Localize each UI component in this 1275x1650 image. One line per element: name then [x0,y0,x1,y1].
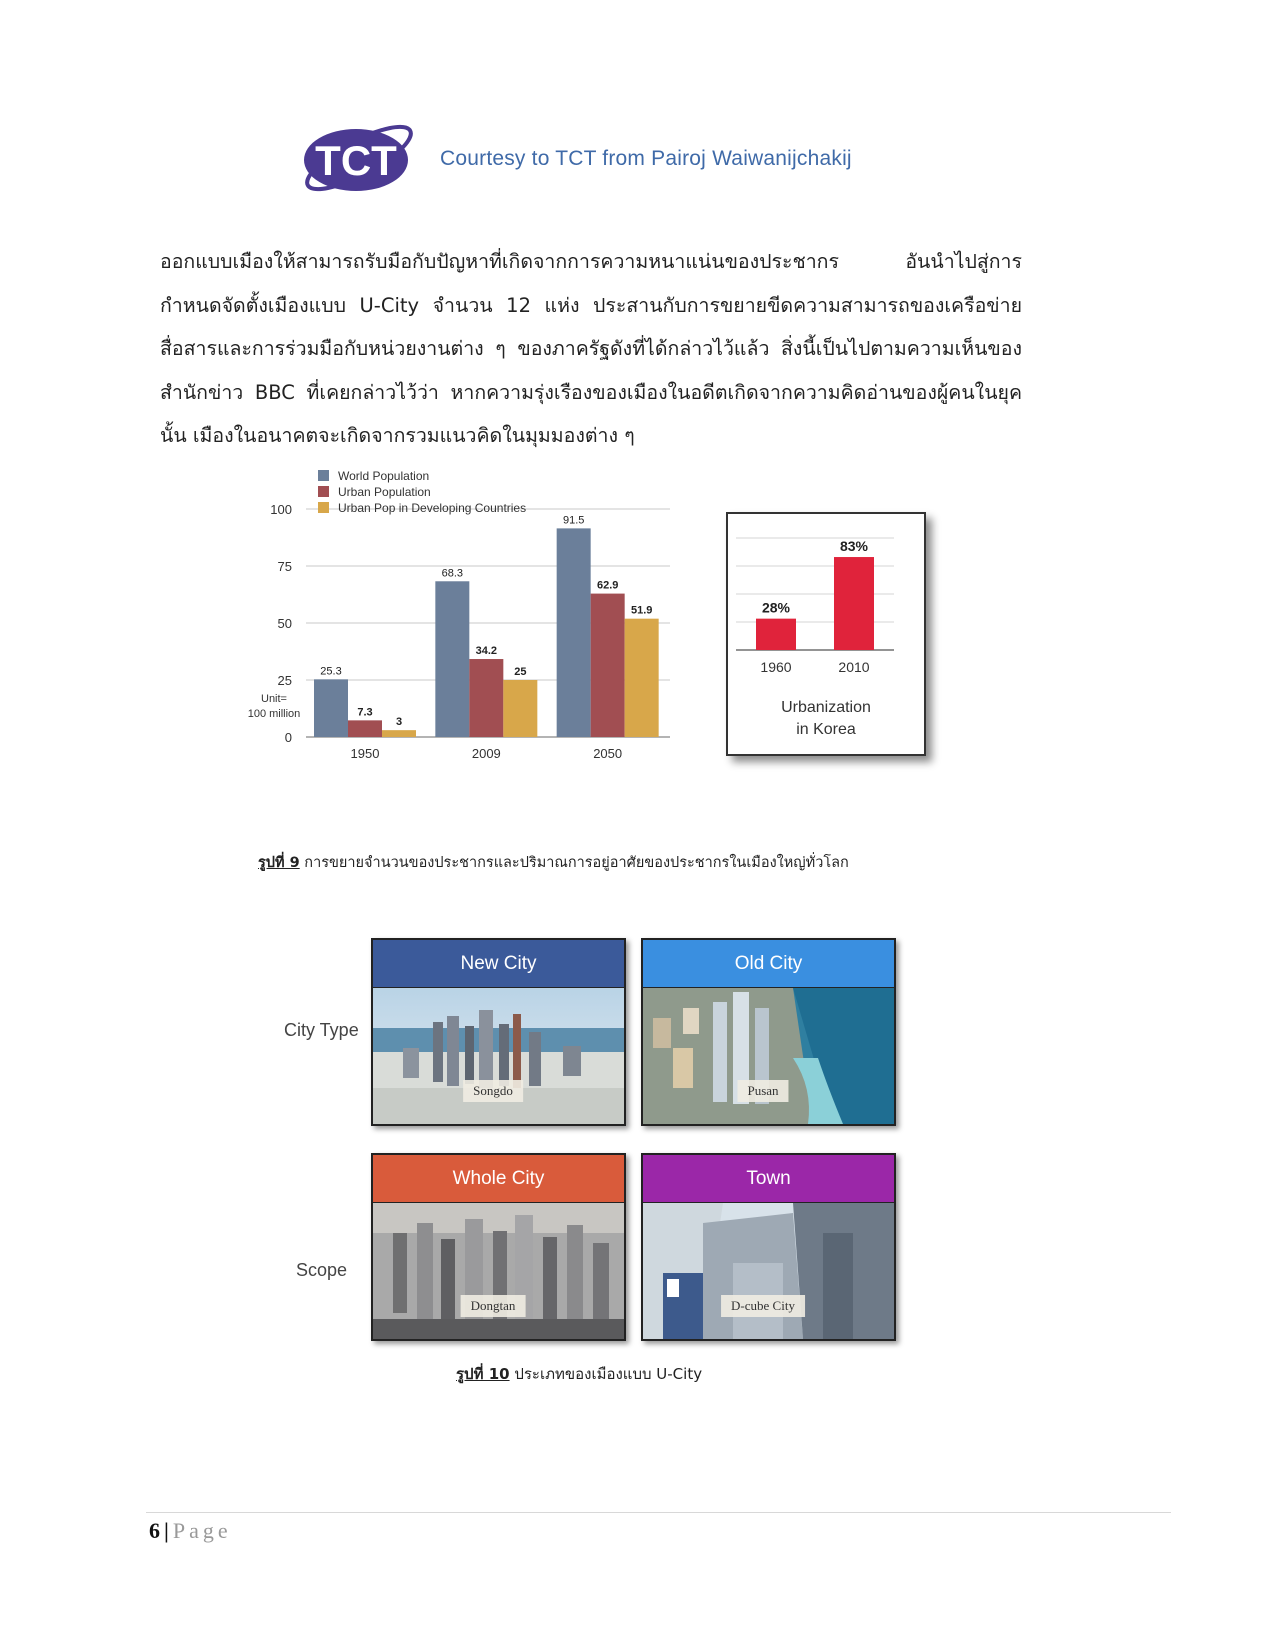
card-new-city [371,938,626,1126]
card-old-city [641,938,896,1126]
card-whole-city [371,1153,626,1341]
dongtan-tag: Dongtan [461,1295,526,1317]
bar-2050-3 [625,619,659,737]
y-tick-label: 25 [277,673,292,688]
y-tick-label: 100 [270,502,292,517]
korea-bar-value: 83% [839,538,869,555]
pusan-tag: Pusan [737,1080,788,1102]
x-tick-label: 1950 [350,746,380,761]
figure-9-label: รูปที่ 9 [258,855,300,871]
korea-urbanization-panel [726,512,926,756]
chart-x-ticks [351,746,623,761]
card-town [641,1153,896,1341]
legend-swatch [318,486,329,497]
korea-x-tick-label: 1960 [760,659,792,675]
bar-value-label: 25.3 [320,665,342,678]
chart-y-unit-line2: 100 million [247,708,301,720]
x-tick-label: 2009 [471,746,501,761]
songdo-photo [373,988,624,1124]
bar-value-label: 7.3 [357,706,373,719]
y-tick-label: 50 [277,616,292,631]
legend-swatch [318,502,329,513]
figure-9-caption [258,851,849,874]
paragraph-text: ออกแบบเมืองให้สามารถรับมือกับปัญหาที่เกิดจากการความหนาแน่นของประชากร อันนำไปสู่การกำหนดจัดตั้งเมืองแบบ U-City จำนวน 12 แห่ง ประสานกับการขยายขีดความสามารถของเครือข่ายสื่อสารและการร่วมมือกับหน่วยงานต่าง ๆ ของภาครัฐดังที่ได้กล่าวไว้แล้ว สิ่งนี้เป็นไปตามความเห็นของสำนักข่าว BBC ที่เคยกล่าวไว้ว่า หากความรุ่งเรืองของเมืองในอดีตเกิดจากความคิดอ่านของผู้คนในยุคนั้น เมืองในอนาคตจะเกิดจากรวมแนวคิดในมุมมองต่าง ๆ [160,250,1022,447]
bar-2050-1 [557,528,591,737]
korea-x-tick-label: 2010 [838,659,870,675]
card-whole-city-title: Whole City [373,1155,624,1203]
bar-value-label: 68.3 [441,567,464,580]
bar-1950-1 [314,679,348,737]
korea-bar-2010 [834,557,874,650]
chart-y-unit-line1: Unit= [261,693,287,705]
courtesy-line: Courtesy to TCT from Pairoj Waiwanijchakij [440,147,852,170]
chart-bars [314,514,659,737]
row-label-scope: Scope [296,1260,348,1280]
row-label-city-type: City Type [284,1020,359,1040]
figure-10-text: ประเภทของเมืองแบบ U-City [509,1365,703,1383]
korea-bar-value: 28% [761,599,791,616]
page-footer [149,1518,232,1544]
body-paragraph [160,240,1022,458]
legend-entry: Urban Population [338,485,431,499]
footer-divider [146,1512,1171,1513]
chart-legend [318,469,526,515]
page-number: 6 [149,1518,160,1543]
figure-9-text: การขยายจำนวนของประชากรและปริมาณการอยู่อาศัยของประชากรในเมืองใหญ่ทั่วโลก [299,855,849,871]
korea-bar-1960 [756,619,796,650]
card-town-title: Town [643,1155,894,1203]
bar-value-label: 3 [395,716,403,729]
dcube-city-tag: D-cube City [721,1295,805,1317]
logo-text: TCT [315,137,397,184]
footer-separator: | [164,1518,169,1543]
dcube-city-photo [643,1203,894,1339]
legend-swatch [318,470,329,481]
y-tick-label: 0 [284,730,292,745]
bar-value-label: 91.5 [562,514,585,527]
card-old-city-title: Old City [643,940,894,988]
figure-10-label: รูปที่ 10 [456,1365,510,1383]
bar-2009-2 [469,659,503,737]
dongtan-photo [373,1203,624,1339]
korea-chart-title [728,697,924,741]
korea-title-line2: in Korea [796,721,856,738]
bar-2009-3 [503,680,537,737]
korea-title-line1: Urbanization [781,699,871,716]
bar-value-label: 34.2 [475,645,498,658]
x-tick-label: 2050 [593,746,623,761]
card-new-city-title: New City [373,940,624,988]
bar-2009-1 [435,581,469,737]
bar-2050-2 [591,594,625,737]
page-word: Page [172,1518,232,1543]
legend-entry: World Population [338,469,430,483]
pusan-photo [643,988,894,1124]
y-tick-label: 75 [277,559,292,574]
legend-entry: Urban Pop in Developing Countries [338,501,527,515]
bar-value-label: 25 [514,666,527,678]
korea-bar-chart [728,514,924,684]
songdo-tag: Songdo [463,1080,523,1102]
figure-10-caption [456,1362,702,1386]
tct-logo [296,110,426,210]
bar-value-label: 62.9 [596,579,619,592]
korea-bars [756,538,874,675]
population-bar-chart [240,458,720,808]
bar-1950-2 [348,720,382,737]
bar-value-label: 51.9 [630,604,653,617]
bar-1950-3 [382,730,416,737]
